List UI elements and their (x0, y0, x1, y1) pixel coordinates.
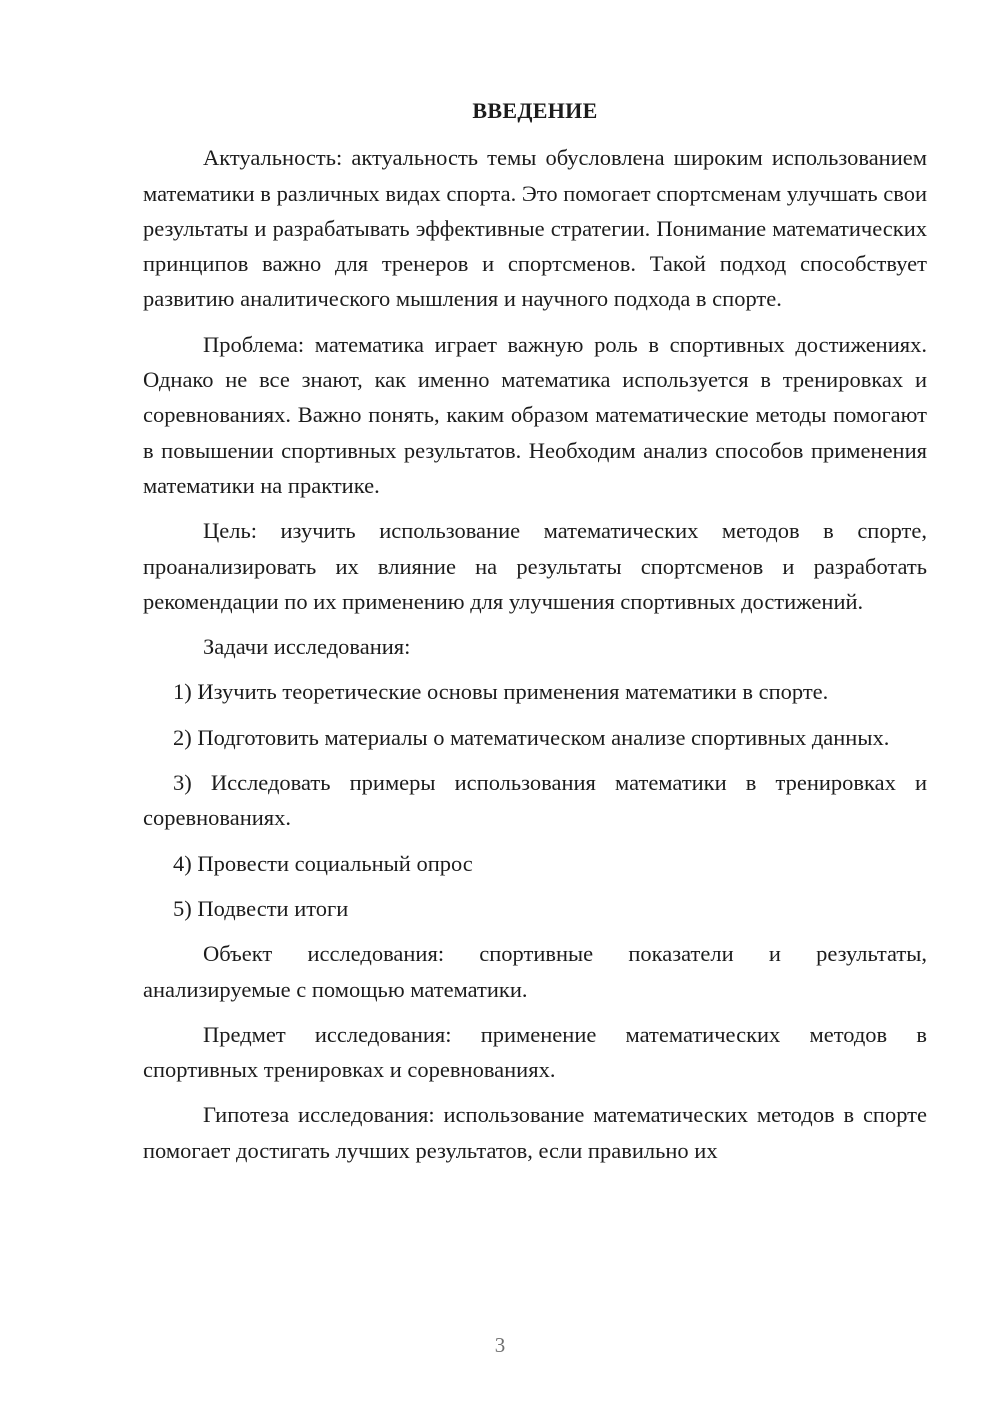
paragraph-relevance: Актуальность: актуальность темы обусловлена широким использованием математики в различных видах спорта. Это помогает спортсменам улучшать свои результаты и разрабатывать эффективные стратегии. Понимание математических принципов важно для тренеров и спортсменов. Такой подход способствует развитию аналитического мышления и научного подхода в спорте. (143, 145, 927, 312)
task-item: 3) Исследовать примеры использования математики в тренировках и соревнованиях. (143, 770, 927, 831)
paragraph-subject: Предмет исследования: применение математических методов в спортивных тренировках и соревнованиях. (143, 1021, 927, 1083)
paragraph-hypothesis: Гипотеза исследования: использование математических методов в спорте помогает достигать лучших результатов, если правильно их (143, 1102, 927, 1163)
tasks-heading: Задачи исследования: (203, 634, 411, 660)
task-item: 2) Подготовить материалы о математическом анализе спортивных данных. (173, 724, 890, 750)
section-title: ВВЕДЕНИЕ (472, 98, 598, 123)
paragraph-goal: Цель: изучить использование математических методов в спорте, проанализировать их влияние на результаты спортсменов и разработать рекомендации по их применению для улучшения спортивных достижений. (143, 518, 927, 614)
task-item: 5) Подвести итоги (173, 895, 349, 921)
paragraph-object: Объект исследования: спортивные показатели и результаты, анализируемые с помощью математики. (143, 941, 927, 1002)
task-item: 1) Изучить теоретические основы применения математики в спорте. (173, 679, 829, 705)
page-number: 3 (494, 1333, 506, 1357)
page-content (143, 93, 927, 1168)
task-item: 4) Провести социальный опрос (173, 850, 473, 876)
paragraph-problem: Проблема: математика играет важную роль в спортивных достижениях. Однако не все знают, как именно математика используется в тренировках и соревнованиях. Важно понять, каким образом математические методы помогают в повышении спортивных результатов. Необходим анализ способов применения математики на практике. (143, 331, 927, 498)
